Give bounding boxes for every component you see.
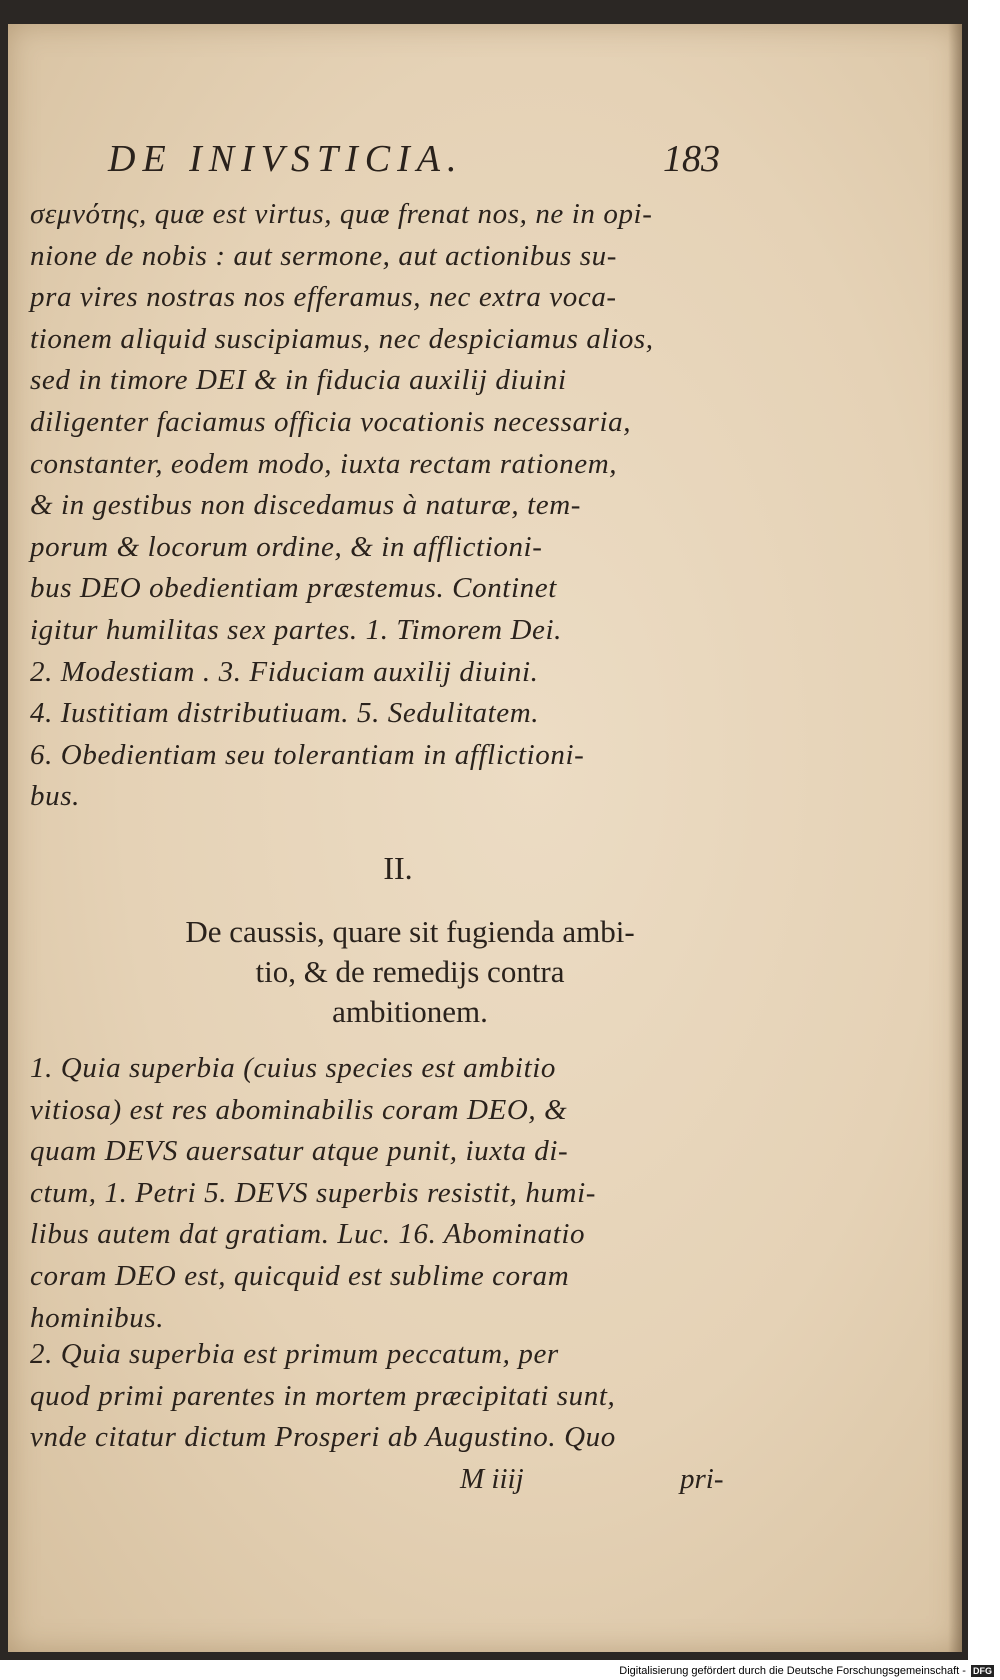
- text-line: ctum, 1. Petri 5. DEVS superbis resistit, humi-: [30, 1176, 597, 1209]
- section-number: II.: [383, 850, 413, 886]
- text-line: & in gestibus non discedamus à naturæ, tem-: [30, 489, 581, 522]
- digitization-credit: [619, 1663, 994, 1679]
- text-line: 6. Obedientiam seu tolerantiam in afflictioni-: [30, 738, 585, 771]
- section-heading: [30, 912, 790, 1032]
- numbered-item-1: [30, 1048, 730, 1339]
- text-line: 2. Quia superbia est primum peccatum, per: [30, 1338, 559, 1370]
- text-line: pra vires nostras nos efferamus, nec extra voca-: [30, 281, 617, 314]
- text-line: bus DEO obedientiam præstemus. Continet: [30, 572, 557, 605]
- heading-line: De caussis, quare sit fugienda ambi-: [185, 914, 635, 949]
- text-line: constanter, eodem modo, iuxta rectam rationem,: [30, 447, 618, 480]
- text-line: diligenter faciamus officia vocationis necessaria,: [30, 405, 632, 438]
- page-number: 183: [663, 138, 720, 180]
- text-line: quam DEVS auersatur atque punit, iuxta di-: [30, 1135, 569, 1168]
- text-line: hominibus.: [30, 1301, 165, 1334]
- text-line: vitiosa) est res abominabilis coram DEO, &: [30, 1093, 568, 1126]
- numbered-item-2: [30, 1334, 730, 1459]
- credit-text: Digitalisierung gefördert durch die Deutsche Forschungsgemeinschaft -: [619, 1665, 966, 1677]
- text-line: 2. Modestiam . 3. Fiduciam auxilij diuini.: [30, 655, 539, 688]
- text-line: bus.: [30, 780, 80, 813]
- dfg-logo: DFG: [973, 1666, 992, 1677]
- text-line: porum & locorum ordine, & in afflictioni-: [30, 530, 543, 563]
- text-line: 4. Iustitiam distributiuam. 5. Sedulitatem.: [30, 697, 540, 730]
- page-edge-shadow: [948, 24, 962, 1652]
- heading-line: tio, & de remedijs contra: [255, 954, 565, 989]
- text-line: igitur humilitas sex partes. 1. Timorem Dei.: [30, 613, 563, 646]
- catchword: pri-: [680, 1463, 724, 1495]
- text-line: libus autem dat gratiam. Luc. 16. Abominatio: [30, 1218, 586, 1251]
- running-head: DE INIVSTICIA.: [108, 138, 464, 180]
- text-line: coram DEO est, quicquid est sublime coram: [30, 1259, 570, 1292]
- text-line: quod primi parentes in mortem præcipitati sunt,: [30, 1379, 616, 1412]
- text-line: sed in timore DEI & in fiducia auxilij diuini: [30, 364, 567, 397]
- book-page: [8, 24, 962, 1652]
- text-line: 1. Quia superbia (cuius species est ambitio: [30, 1052, 556, 1084]
- text-line: σεμνότης, quæ est virtus, quæ frenat nos, ne in opi-: [30, 198, 653, 230]
- heading-line: ambitionem.: [332, 994, 488, 1029]
- body-paragraph: [30, 194, 730, 818]
- text-line: tionem aliquid suscipiamus, nec despiciamus alios,: [30, 322, 654, 355]
- signature-mark: M iiij: [460, 1463, 524, 1495]
- catchword-line: [30, 1459, 730, 1499]
- text-line: nione de nobis : aut sermone, aut actionibus su-: [30, 239, 617, 272]
- text-line: vnde citatur dictum Prosperi ab Augustino. Quo: [30, 1421, 616, 1454]
